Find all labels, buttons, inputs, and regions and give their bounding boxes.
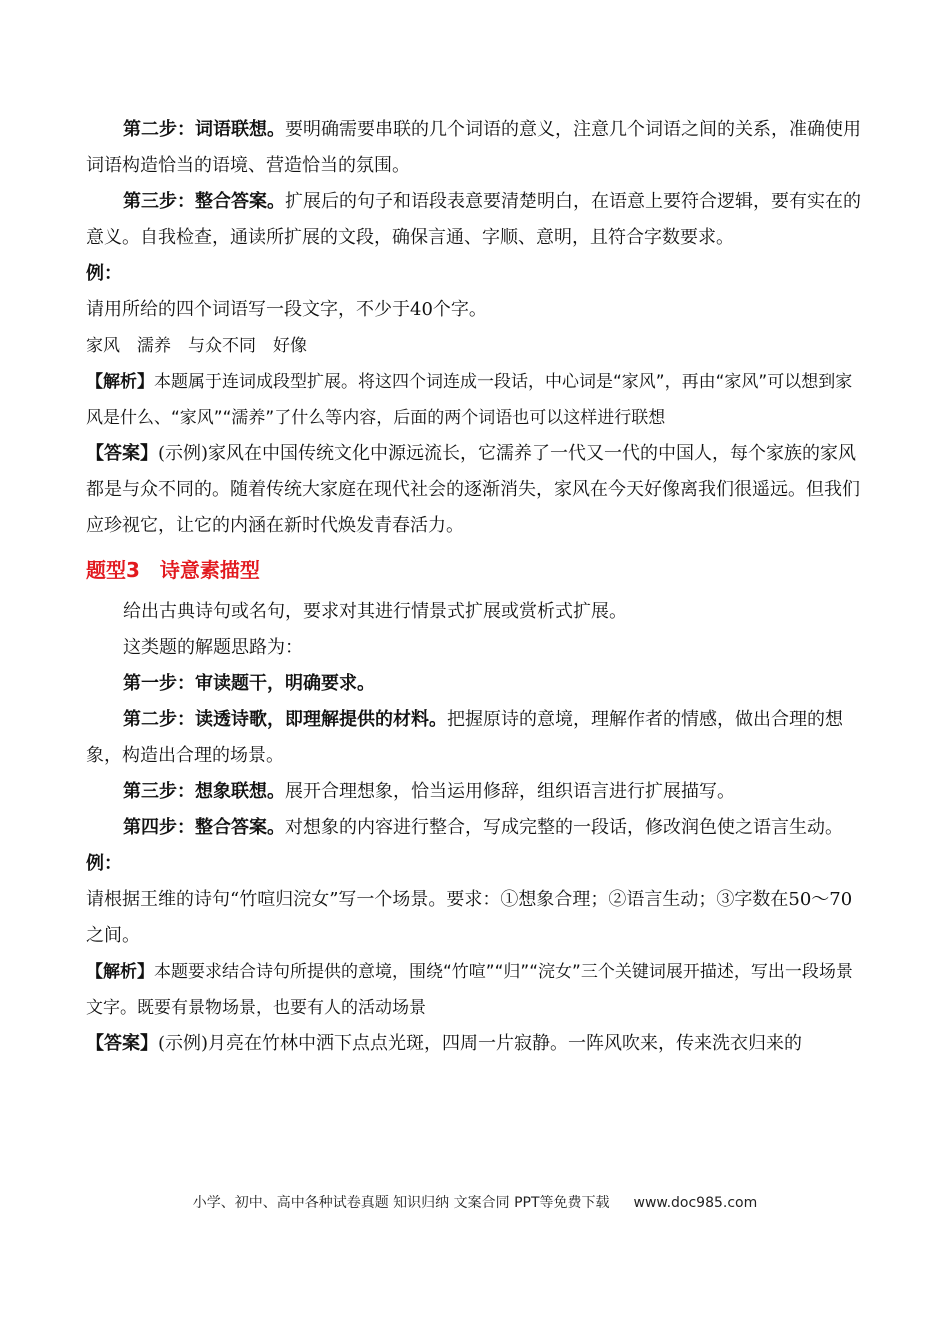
step2-paragraph bbox=[86, 112, 864, 184]
poem-step4-title: 第四步：整合答案。 bbox=[123, 817, 285, 838]
footer-text: 小学、初中、高中各种试卷真题 知识归纳 文案合同 PPT等免费下载 bbox=[192, 1195, 610, 1211]
poem-step1: 第一步：审读题干，明确要求。 bbox=[123, 673, 375, 694]
document-body bbox=[86, 112, 864, 1062]
poem-step3-text: 展开合理想象，恰当运用修辞，组织语言进行扩展描写。 bbox=[285, 781, 735, 802]
example-question: 请用所给的四个词语写一段文字，不少于40个字。 bbox=[86, 299, 487, 320]
poem-step2-title: 第二步：读透诗歌，即理解提供的材料。 bbox=[123, 709, 447, 730]
intro-paragraph: 给出古典诗句或名句，要求对其进行情景式扩展或赏析式扩展。 bbox=[123, 601, 627, 622]
example-label: 例： bbox=[86, 263, 122, 284]
answer-label: 【答案】 bbox=[86, 443, 158, 464]
poem-analysis-paragraph bbox=[86, 954, 864, 1026]
poem-analysis-text: 本题要求结合诗句所提供的意境，围绕“竹喧”“归”“浣女”三个关键词展开描述，写出一段场景文字。既要有景物场景，也要有人的活动场景 bbox=[86, 962, 853, 1018]
poem-answer-label: 【答案】 bbox=[86, 1033, 158, 1054]
page-footer bbox=[0, 1192, 950, 1212]
step2-text: 要明确需要串联的几个词语的意义，注意几个词语之间的关系，准确使用词语构造恰当的语境、营造恰当的氛围。 bbox=[86, 119, 861, 176]
answer-text: (示例)家风在中国传统文化中源远流长，它濡养了一代又一代的中国人，每个家族的家风都是与众不同的。随着传统大家庭在现代社会的逐渐消失，家风在今天好像离我们很遥远。但我们应珍视它，让它的内涵在新时代焕发青春活力。 bbox=[86, 443, 860, 536]
step3-paragraph bbox=[86, 184, 864, 256]
footer-url[interactable]: www.doc985.com bbox=[633, 1195, 758, 1211]
analysis-paragraph bbox=[86, 364, 864, 436]
poem-example-label: 例： bbox=[86, 853, 122, 874]
step3-text: 扩展后的句子和语段表意要清楚明白，在语意上要符合逻辑，要有实在的意义。自我检查，通读所扩展的文段，确保言通、字顺、意明，且符合字数要求。 bbox=[86, 191, 861, 248]
poem-analysis-label: 【解析】 bbox=[86, 962, 154, 982]
step3-title: 第三步：整合答案。 bbox=[123, 191, 285, 212]
poem-example-question: 请根据王维的诗句“竹喧归浣女”写一个场景。要求：①想象合理；②语言生动；③字数在50～70之间。 bbox=[86, 889, 853, 946]
step2-title: 第二步：词语联想。 bbox=[123, 119, 285, 140]
analysis-text: 本题属于连词成段型扩展。将这四个词连成一段话，中心词是“家风”，再由“家风”可以想到家风是什么、“家风”“濡养”了什么等内容，后面的两个词语也可以这样进行联想 bbox=[86, 372, 853, 428]
poem-step4-paragraph bbox=[86, 810, 864, 846]
poem-answer-paragraph bbox=[86, 1026, 864, 1062]
answer-paragraph bbox=[86, 436, 864, 544]
poem-answer-text: (示例)月亮在竹林中洒下点点光斑，四周一片寂静。一阵风吹来，传来洗衣归来的 bbox=[158, 1033, 803, 1054]
example-words: 家风 濡养 与众不同 好像 bbox=[86, 336, 307, 356]
section-heading: 题型3 诗意素描型 bbox=[86, 558, 260, 582]
poem-step2-paragraph bbox=[86, 702, 864, 774]
poem-step4-text: 对想象的内容进行整合，写成完整的一段话，修改润色使之语言生动。 bbox=[285, 817, 843, 838]
poem-step3-title: 第三步：想象联想。 bbox=[123, 781, 285, 802]
poem-step3-paragraph bbox=[86, 774, 864, 810]
approach-paragraph: 这类题的解题思路为： bbox=[123, 637, 303, 658]
poem-step2-text: 把握原诗的意境，理解作者的情感，做出合理的想象，构造出合理的场景。 bbox=[86, 709, 843, 766]
analysis-label: 【解析】 bbox=[86, 372, 154, 392]
